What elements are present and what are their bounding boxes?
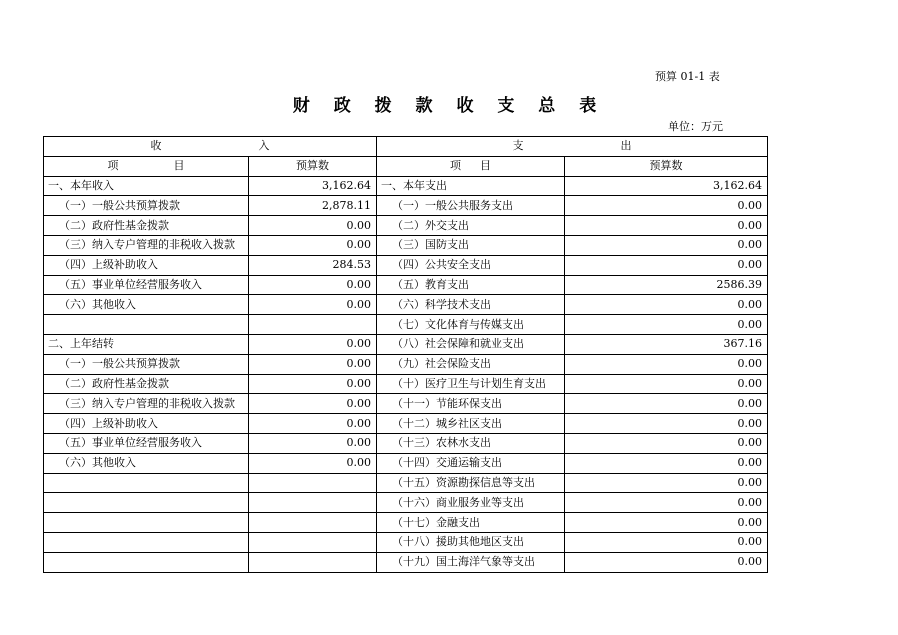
expense-item-cell: （十五）资源勘探信息等支出 bbox=[377, 473, 565, 493]
income-value-cell: 0.00 bbox=[249, 354, 377, 374]
expense-item-cell: （九）社会保险支出 bbox=[377, 354, 565, 374]
expense-header-char2: 出 bbox=[620, 139, 632, 153]
expense-item-cell: （十九）国土海洋气象等支出 bbox=[377, 552, 565, 572]
income-item-cell: 一、本年收入 bbox=[44, 176, 249, 196]
income-value-cell: 0.00 bbox=[249, 374, 377, 394]
income-item-cell: （一）一般公共预算拨款 bbox=[44, 354, 249, 374]
expense-value-cell: 3,162.64 bbox=[565, 176, 768, 196]
table-body bbox=[44, 137, 768, 573]
income-value-cell: 0.00 bbox=[249, 275, 377, 295]
budget-table bbox=[43, 136, 768, 573]
income-value-cell: 0.00 bbox=[249, 453, 377, 473]
expense-value-cell: 0.00 bbox=[565, 394, 768, 414]
table-row bbox=[44, 334, 768, 354]
page-title: 财 政 拨 款 收 支 总 表 bbox=[292, 96, 606, 116]
expense-value-cell: 2586.39 bbox=[565, 275, 768, 295]
table-row bbox=[44, 414, 768, 434]
income-value-cell: 2,878.11 bbox=[249, 196, 377, 216]
table-row bbox=[44, 216, 768, 236]
table-row bbox=[44, 394, 768, 414]
expense-item-header-char1: 项 bbox=[450, 159, 461, 173]
expense-value-cell: 0.00 bbox=[565, 532, 768, 552]
expense-item-cell: （一）一般公共服务支出 bbox=[377, 196, 565, 216]
income-item-cell: 二、上年结转 bbox=[44, 334, 249, 354]
income-budget-header: 预算数 bbox=[249, 156, 377, 176]
table-row bbox=[44, 295, 768, 315]
expense-item-cell: （十一）节能环保支出 bbox=[377, 394, 565, 414]
expense-value-cell: 0.00 bbox=[565, 453, 768, 473]
income-value-cell bbox=[249, 473, 377, 493]
table-row bbox=[44, 255, 768, 275]
expense-item-cell: （十）医疗卫生与计划生育支出 bbox=[377, 374, 565, 394]
expense-value-cell: 0.00 bbox=[565, 513, 768, 533]
expense-value-cell: 0.00 bbox=[565, 196, 768, 216]
table-row bbox=[44, 374, 768, 394]
income-item-cell bbox=[44, 315, 249, 335]
table-row bbox=[44, 552, 768, 572]
income-item-cell: （三）纳入专户管理的非税收入拨款 bbox=[44, 394, 249, 414]
expense-item-cell: （十八）援助其他地区支出 bbox=[377, 532, 565, 552]
income-value-cell bbox=[249, 552, 377, 572]
expense-value-cell: 0.00 bbox=[565, 354, 768, 374]
expense-item-cell: 一、本年支出 bbox=[377, 176, 565, 196]
header-row-columns bbox=[44, 156, 768, 176]
expense-item-cell: （五）教育支出 bbox=[377, 275, 565, 295]
expense-value-cell: 0.00 bbox=[565, 374, 768, 394]
table-row bbox=[44, 354, 768, 374]
expense-item-cell: （十六）商业服务业等支出 bbox=[377, 493, 565, 513]
income-value-cell: 284.53 bbox=[249, 255, 377, 275]
income-section-header bbox=[44, 137, 377, 157]
income-value-cell: 0.00 bbox=[249, 295, 377, 315]
form-code: 预算 01-1 表 bbox=[655, 70, 720, 83]
income-value-cell: 3,162.64 bbox=[249, 176, 377, 196]
income-value-cell: 0.00 bbox=[249, 414, 377, 434]
expense-value-cell: 0.00 bbox=[565, 493, 768, 513]
expense-value-cell: 367.16 bbox=[565, 334, 768, 354]
table-row bbox=[44, 532, 768, 552]
expense-item-cell: （八）社会保障和就业支出 bbox=[377, 334, 565, 354]
income-value-cell bbox=[249, 315, 377, 335]
income-value-cell bbox=[249, 513, 377, 533]
expense-item-cell: （二）外交支出 bbox=[377, 216, 565, 236]
income-item-cell: （二）政府性基金拨款 bbox=[44, 374, 249, 394]
table-row bbox=[44, 315, 768, 335]
income-value-cell: 0.00 bbox=[249, 433, 377, 453]
expense-section-header bbox=[377, 137, 768, 157]
income-item-header-char2: 目 bbox=[173, 159, 185, 173]
expense-item-cell: （十七）金融支出 bbox=[377, 513, 565, 533]
expense-item-cell: （七）文化体育与传媒支出 bbox=[377, 315, 565, 335]
income-value-cell bbox=[249, 532, 377, 552]
income-item-cell: （四）上级补助收入 bbox=[44, 414, 249, 434]
income-item-header-char1: 项 bbox=[107, 159, 119, 173]
table-row bbox=[44, 493, 768, 513]
expense-item-cell: （四）公共安全支出 bbox=[377, 255, 565, 275]
income-value-cell: 0.00 bbox=[249, 394, 377, 414]
expense-item-cell: （十三）农林水支出 bbox=[377, 433, 565, 453]
income-header-char1: 收 bbox=[150, 139, 162, 153]
income-item-cell: （五）事业单位经营服务收入 bbox=[44, 433, 249, 453]
income-item-cell bbox=[44, 473, 249, 493]
income-item-cell bbox=[44, 513, 249, 533]
expense-value-cell: 0.00 bbox=[565, 473, 768, 493]
table-row bbox=[44, 453, 768, 473]
income-item-cell: （六）其他收入 bbox=[44, 295, 249, 315]
income-item-cell: （五）事业单位经营服务收入 bbox=[44, 275, 249, 295]
income-item-cell bbox=[44, 532, 249, 552]
table-row bbox=[44, 196, 768, 216]
table-row bbox=[44, 433, 768, 453]
expense-item-cell: （十二）城乡社区支出 bbox=[377, 414, 565, 434]
expense-item-header bbox=[377, 156, 565, 176]
table-row bbox=[44, 176, 768, 196]
header-row-section bbox=[44, 137, 768, 157]
unit-label: 单位：万元 bbox=[668, 120, 723, 133]
expense-budget-header: 预算数 bbox=[565, 156, 768, 176]
income-item-cell: （三）纳入专户管理的非税收入拨款 bbox=[44, 235, 249, 255]
income-item-cell bbox=[44, 552, 249, 572]
expense-value-cell: 0.00 bbox=[565, 552, 768, 572]
income-value-cell bbox=[249, 493, 377, 513]
expense-value-cell: 0.00 bbox=[565, 255, 768, 275]
expense-value-cell: 0.00 bbox=[565, 295, 768, 315]
income-item-header bbox=[44, 156, 249, 176]
expense-value-cell: 0.00 bbox=[565, 433, 768, 453]
expense-item-header-char2: 目 bbox=[480, 159, 491, 173]
income-item-cell: （二）政府性基金拨款 bbox=[44, 216, 249, 236]
income-value-cell: 0.00 bbox=[249, 334, 377, 354]
expense-item-cell: （六）科学技术支出 bbox=[377, 295, 565, 315]
expense-item-cell: （三）国防支出 bbox=[377, 235, 565, 255]
income-value-cell: 0.00 bbox=[249, 216, 377, 236]
table-row bbox=[44, 235, 768, 255]
expense-header-char1: 支 bbox=[512, 139, 524, 153]
expense-item-cell: （十四）交通运输支出 bbox=[377, 453, 565, 473]
expense-value-cell: 0.00 bbox=[565, 315, 768, 335]
table-row bbox=[44, 513, 768, 533]
income-item-cell: （四）上级补助收入 bbox=[44, 255, 249, 275]
table-row bbox=[44, 275, 768, 295]
expense-value-cell: 0.00 bbox=[565, 414, 768, 434]
income-value-cell: 0.00 bbox=[249, 235, 377, 255]
income-item-cell bbox=[44, 493, 249, 513]
income-header-char2: 入 bbox=[258, 139, 270, 153]
income-item-cell: （一）一般公共预算拨款 bbox=[44, 196, 249, 216]
expense-value-cell: 0.00 bbox=[565, 235, 768, 255]
expense-value-cell: 0.00 bbox=[565, 216, 768, 236]
income-item-cell: （六）其他收入 bbox=[44, 453, 249, 473]
table-row bbox=[44, 473, 768, 493]
